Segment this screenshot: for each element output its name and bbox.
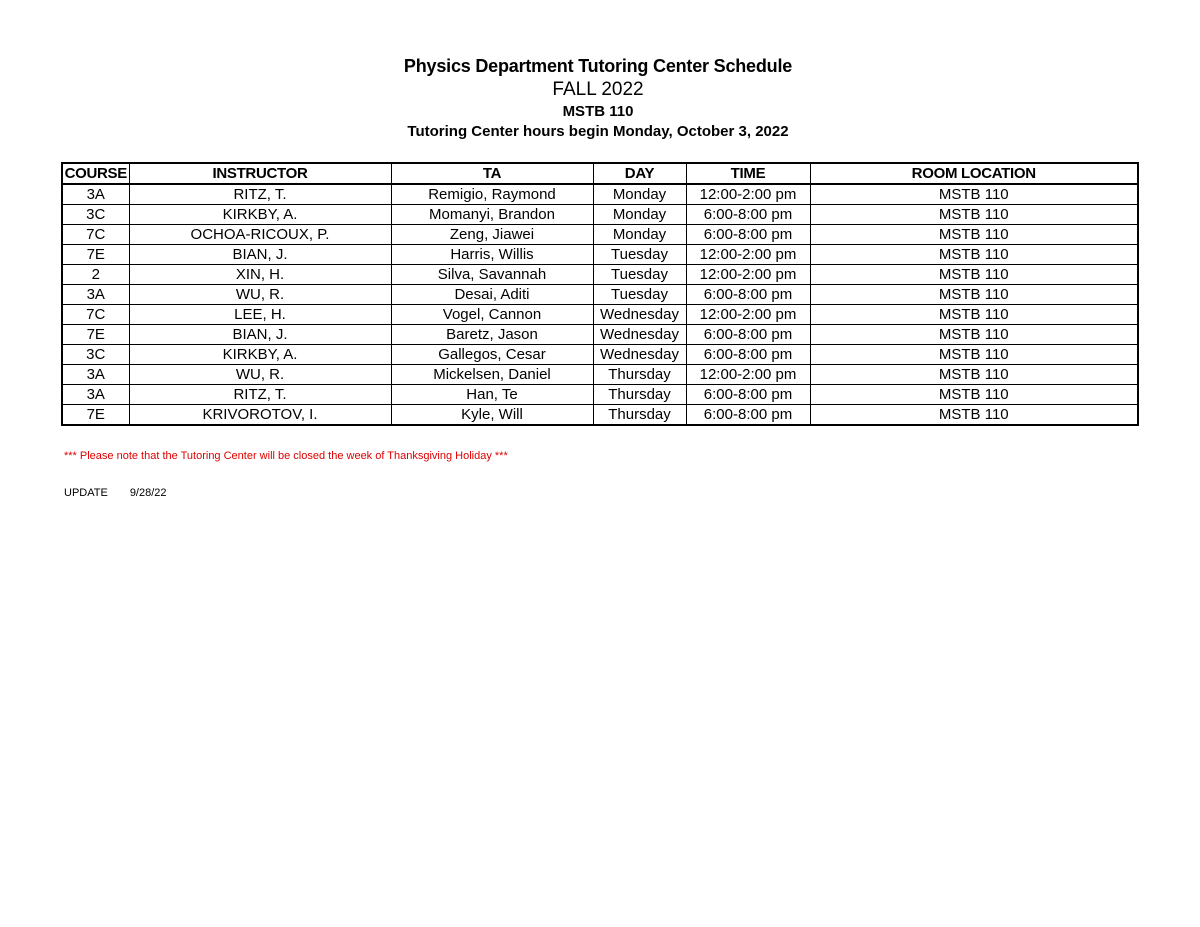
cell-day: Thursday	[593, 385, 686, 405]
column-header-course: COURSE	[62, 163, 129, 184]
cell-day: Monday	[593, 205, 686, 225]
cell-course: 3C	[62, 205, 129, 225]
column-header-room-location: ROOM LOCATION	[810, 163, 1138, 184]
cell-instructor: KIRKBY, A.	[129, 205, 391, 225]
cell-ta: Baretz, Jason	[391, 325, 593, 345]
cell-time: 12:00-2:00 pm	[686, 245, 810, 265]
cell-ta: Kyle, Will	[391, 405, 593, 426]
thanksgiving-note: *** Please note that the Tutoring Center will be closed the week of Thanksgiving Holiday ***	[64, 450, 508, 462]
cell-time: 12:00-2:00 pm	[686, 365, 810, 385]
cell-day: Wednesday	[593, 325, 686, 345]
cell-instructor: OCHOA-RICOUX, P.	[129, 225, 391, 245]
cell-time: 6:00-8:00 pm	[686, 405, 810, 426]
cell-ta: Vogel, Cannon	[391, 305, 593, 325]
cell-instructor: RITZ, T.	[129, 184, 391, 205]
column-header-ta: TA	[391, 163, 593, 184]
table-row	[62, 285, 1138, 305]
cell-course: 3A	[62, 365, 129, 385]
cell-ta: Desai, Aditi	[391, 285, 593, 305]
update-label: UPDATE	[64, 487, 108, 499]
cell-course: 7E	[62, 405, 129, 426]
cell-room-location: MSTB 110	[810, 405, 1138, 426]
cell-time: 6:00-8:00 pm	[686, 325, 810, 345]
table-row	[62, 265, 1138, 285]
cell-room-location: MSTB 110	[810, 385, 1138, 405]
cell-room-location: MSTB 110	[810, 205, 1138, 225]
cell-day: Monday	[593, 184, 686, 205]
cell-day: Tuesday	[593, 265, 686, 285]
cell-day: Wednesday	[593, 345, 686, 365]
cell-course: 7C	[62, 225, 129, 245]
cell-ta: Mickelsen, Daniel	[391, 365, 593, 385]
cell-ta: Harris, Willis	[391, 245, 593, 265]
room-label: MSTB 110	[562, 103, 634, 120]
document-title: Physics Department Tutoring Center Schedule	[403, 56, 793, 76]
cell-day: Tuesday	[593, 285, 686, 305]
table-header-row	[62, 163, 1138, 184]
cell-room-location: MSTB 110	[810, 285, 1138, 305]
cell-room-location: MSTB 110	[810, 365, 1138, 385]
start-date-note: Tutoring Center hours begin Monday, October 3, 2022	[407, 123, 789, 140]
table-row	[62, 325, 1138, 345]
cell-course: 7C	[62, 305, 129, 325]
cell-course: 2	[62, 265, 129, 285]
document-header	[0, 54, 1196, 142]
cell-room-location: MSTB 110	[810, 265, 1138, 285]
table-row	[62, 305, 1138, 325]
cell-course: 3A	[62, 385, 129, 405]
term-label: FALL 2022	[552, 79, 644, 100]
cell-room-location: MSTB 110	[810, 345, 1138, 365]
cell-ta: Momanyi, Brandon	[391, 205, 593, 225]
cell-time: 12:00-2:00 pm	[686, 305, 810, 325]
table-row	[62, 385, 1138, 405]
cell-course: 3A	[62, 285, 129, 305]
table-row	[62, 365, 1138, 385]
cell-ta: Silva, Savannah	[391, 265, 593, 285]
cell-room-location: MSTB 110	[810, 245, 1138, 265]
table-row	[62, 245, 1138, 265]
cell-room-location: MSTB 110	[810, 305, 1138, 325]
cell-time: 12:00-2:00 pm	[686, 184, 810, 205]
schedule-table	[61, 162, 1139, 426]
cell-time: 6:00-8:00 pm	[686, 285, 810, 305]
cell-time: 6:00-8:00 pm	[686, 205, 810, 225]
column-header-time: TIME	[686, 163, 810, 184]
cell-time: 6:00-8:00 pm	[686, 345, 810, 365]
cell-course: 3C	[62, 345, 129, 365]
cell-course: 7E	[62, 325, 129, 345]
table-row	[62, 184, 1138, 205]
cell-day: Monday	[593, 225, 686, 245]
cell-time: 6:00-8:00 pm	[686, 225, 810, 245]
update-date: 9/28/22	[129, 487, 167, 499]
table-row	[62, 225, 1138, 245]
cell-room-location: MSTB 110	[810, 225, 1138, 245]
cell-room-location: MSTB 110	[810, 184, 1138, 205]
cell-course: 7E	[62, 245, 129, 265]
cell-instructor: LEE, H.	[129, 305, 391, 325]
cell-instructor: BIAN, J.	[129, 325, 391, 345]
cell-ta: Han, Te	[391, 385, 593, 405]
cell-time: 12:00-2:00 pm	[686, 265, 810, 285]
cell-instructor: RITZ, T.	[129, 385, 391, 405]
schedule-table-body	[62, 184, 1138, 425]
cell-instructor: KIRKBY, A.	[129, 345, 391, 365]
cell-day: Thursday	[593, 405, 686, 426]
cell-day: Wednesday	[593, 305, 686, 325]
cell-instructor: WU, R.	[129, 285, 391, 305]
table-row	[62, 405, 1138, 426]
cell-instructor: KRIVOROTOV, I.	[129, 405, 391, 426]
table-row	[62, 205, 1138, 225]
cell-room-location: MSTB 110	[810, 325, 1138, 345]
cell-ta: Zeng, Jiawei	[391, 225, 593, 245]
cell-ta: Remigio, Raymond	[391, 184, 593, 205]
cell-day: Tuesday	[593, 245, 686, 265]
table-row	[62, 345, 1138, 365]
column-header-day: DAY	[593, 163, 686, 184]
cell-ta: Gallegos, Cesar	[391, 345, 593, 365]
update-line	[64, 486, 167, 500]
cell-time: 6:00-8:00 pm	[686, 385, 810, 405]
cell-day: Thursday	[593, 365, 686, 385]
cell-instructor: BIAN, J.	[129, 245, 391, 265]
column-header-instructor: INSTRUCTOR	[129, 163, 391, 184]
cell-instructor: XIN, H.	[129, 265, 391, 285]
cell-course: 3A	[62, 184, 129, 205]
cell-instructor: WU, R.	[129, 365, 391, 385]
